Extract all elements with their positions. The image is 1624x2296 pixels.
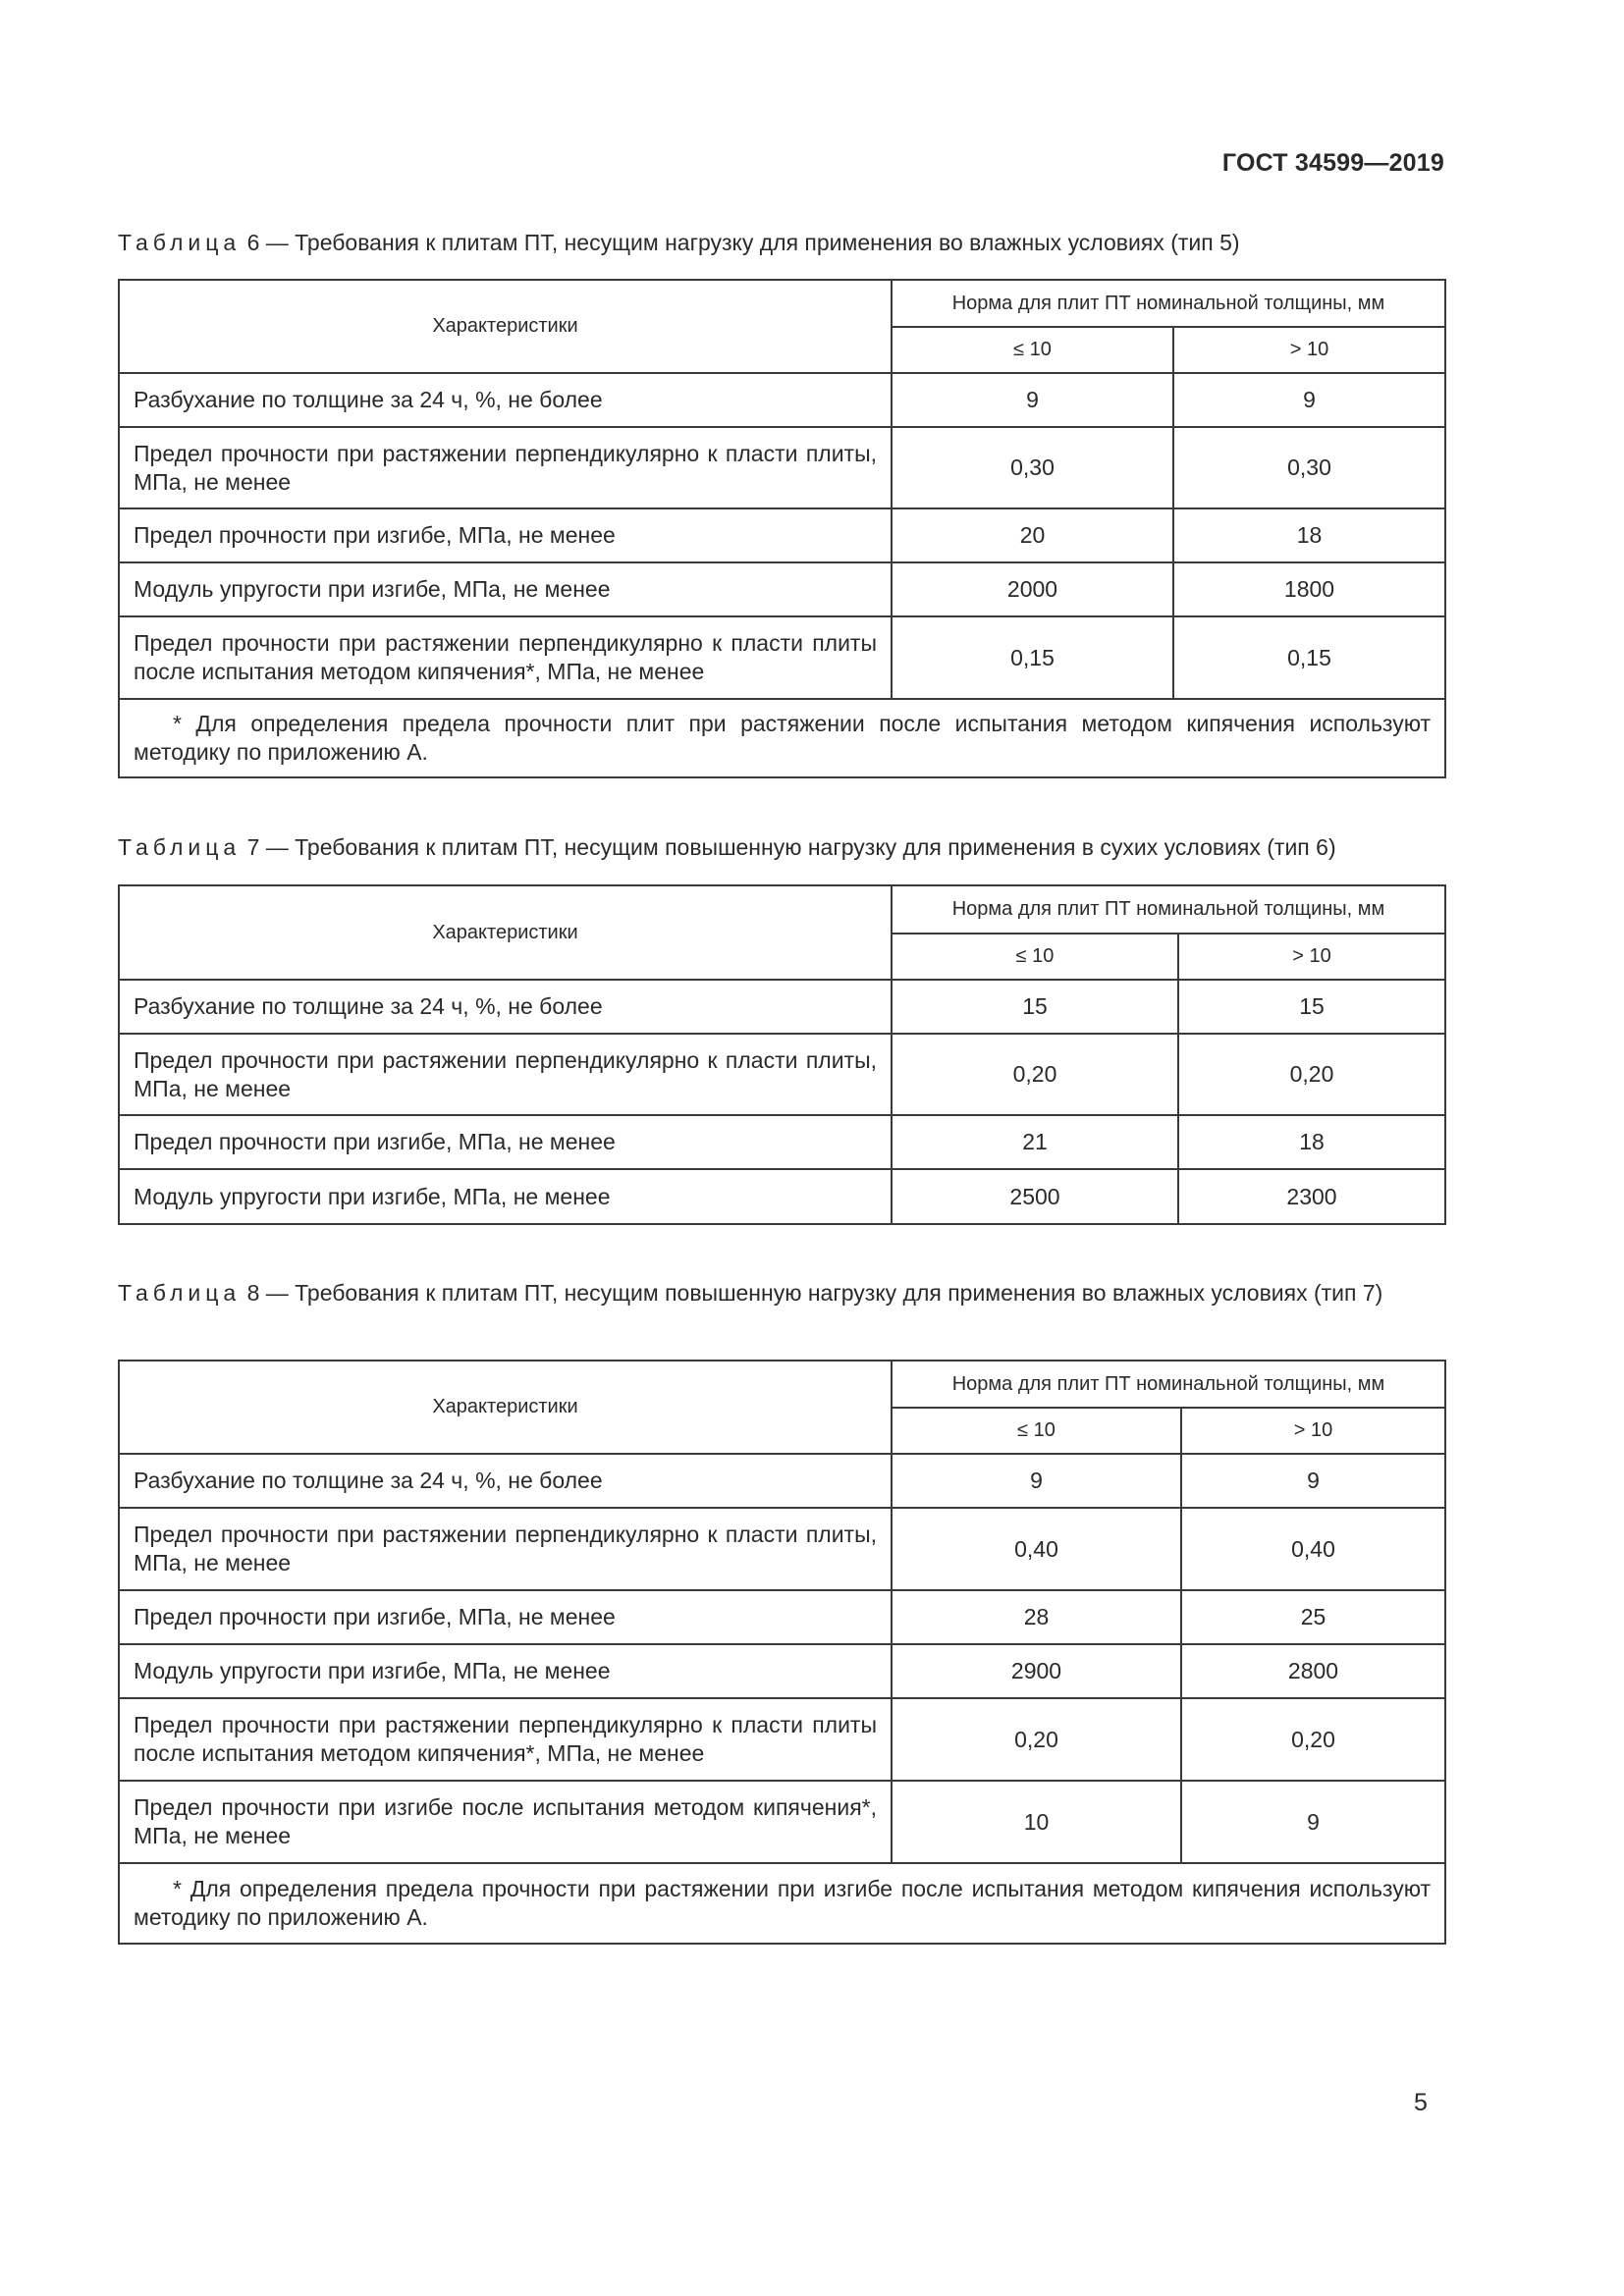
- table-7: [118, 884, 1446, 1225]
- characteristic-cell: Разбухание по толщине за 24 ч, %, не более: [119, 1454, 892, 1508]
- value-le10-cell: 20: [892, 508, 1173, 562]
- characteristic-cell: Предел прочности при растяжении перпендикулярно к пласти плиты после испытания методом кипячения*, МПа, не менее: [119, 616, 892, 699]
- table-8-header-characteristics: Характеристики: [119, 1361, 892, 1454]
- table-8-caption: [118, 1276, 1444, 1309]
- table-8-header-gt10: > 10: [1181, 1408, 1445, 1454]
- value-le10-cell: 0,30: [892, 427, 1173, 508]
- value-le10-cell: 9: [892, 1454, 1181, 1508]
- table-row: [119, 1169, 1445, 1224]
- table-6-header-le10: ≤ 10: [892, 327, 1173, 373]
- table-6-header-norm: Норма для плит ПТ номинальной толщины, мм: [892, 280, 1445, 327]
- characteristic-cell: Разбухание по толщине за 24 ч, %, не более: [119, 980, 892, 1034]
- characteristic-cell: Предел прочности при растяжении перпендикулярно к пласти плиты, МПа, не менее: [119, 1034, 892, 1115]
- table-7-title: — Требования к плитам ПТ, несущим повышенную нагрузку для применения в сухих условиях (тип 6): [265, 834, 1336, 860]
- value-le10-cell: 9: [892, 373, 1173, 427]
- table-row: [119, 427, 1445, 508]
- table-7-header-norm: Норма для плит ПТ номинальной толщины, мм: [892, 885, 1445, 934]
- table-7-caption: [118, 830, 1444, 864]
- characteristic-cell: Модуль упругости при изгибе, МПа, не менее: [119, 562, 892, 616]
- value-gt10-cell: 9: [1181, 1454, 1445, 1508]
- characteristic-cell: Модуль упругости при изгибе, МПа, не менее: [119, 1644, 892, 1698]
- table-8-title: — Требования к плитам ПТ, несущим повышенную нагрузку для применения во влажных условиях (тип 7): [265, 1280, 1383, 1306]
- table-6-title: — Требования к плитам ПТ, несущим нагрузку для применения во влажных условиях (тип 5): [265, 230, 1240, 255]
- value-le10-cell: 15: [892, 980, 1178, 1034]
- table-row: [119, 508, 1445, 562]
- value-gt10-cell: 18: [1173, 508, 1445, 562]
- value-gt10-cell: 1800: [1173, 562, 1445, 616]
- table-7-word: Таблица: [118, 834, 242, 860]
- table-6-header-gt10: > 10: [1173, 327, 1445, 373]
- value-le10-cell: 10: [892, 1781, 1181, 1863]
- table-7-number: 7: [246, 834, 260, 860]
- table-8-number: 8: [246, 1280, 260, 1306]
- value-gt10-cell: 0,30: [1173, 427, 1445, 508]
- table-row: [119, 562, 1445, 616]
- characteristic-cell: Предел прочности при растяжении перпендикулярно к пласти плиты, МПа, не менее: [119, 1508, 892, 1590]
- characteristic-cell: Предел прочности при изгибе, МПа, не менее: [119, 1590, 892, 1644]
- value-gt10-cell: 15: [1178, 980, 1445, 1034]
- value-le10-cell: 0,20: [892, 1034, 1178, 1115]
- characteristic-cell: Предел прочности при растяжении перпендикулярно к пласти плиты после испытания методом кипячения*, МПа, не менее: [119, 1698, 892, 1781]
- table-row: [119, 1115, 1445, 1169]
- value-gt10-cell: 18: [1178, 1115, 1445, 1169]
- table-row: [119, 1508, 1445, 1590]
- value-gt10-cell: 0,20: [1181, 1698, 1445, 1781]
- table-6-word: Таблица: [118, 230, 242, 255]
- value-gt10-cell: 9: [1173, 373, 1445, 427]
- page-number: 5: [1414, 2089, 1428, 2116]
- table-6-header-characteristics: Характеристики: [119, 280, 892, 373]
- table-8-header-le10: ≤ 10: [892, 1408, 1181, 1454]
- table-row: [119, 1034, 1445, 1115]
- value-le10-cell: 28: [892, 1590, 1181, 1644]
- table-row: [119, 1698, 1445, 1781]
- table-6-number: 6: [246, 230, 260, 255]
- value-le10-cell: 0,20: [892, 1698, 1181, 1781]
- table-row: [119, 1590, 1445, 1644]
- table-6: [118, 279, 1446, 778]
- value-le10-cell: 21: [892, 1115, 1178, 1169]
- table-row: [119, 1644, 1445, 1698]
- document-header: ГОСТ 34599—2019: [1221, 149, 1444, 177]
- value-le10-cell: 2900: [892, 1644, 1181, 1698]
- table-6-footnote: * Для определения предела прочности плит при растяжении после испытания методом кипячения используют методику по приложению А.: [119, 699, 1445, 777]
- table-row: [119, 980, 1445, 1034]
- table-8-header-norm: Норма для плит ПТ номинальной толщины, мм: [892, 1361, 1445, 1408]
- characteristic-cell: Разбухание по толщине за 24 ч, %, не более: [119, 373, 892, 427]
- value-gt10-cell: 0,15: [1173, 616, 1445, 699]
- value-gt10-cell: 9: [1181, 1781, 1445, 1863]
- characteristic-cell: Предел прочности при растяжении перпендикулярно к пласти плиты, МПа, не менее: [119, 427, 892, 508]
- value-le10-cell: 2500: [892, 1169, 1178, 1224]
- value-le10-cell: 0,15: [892, 616, 1173, 699]
- table-8-word: Таблица: [118, 1280, 242, 1306]
- table-6-caption: [118, 226, 1444, 259]
- characteristic-cell: Предел прочности при изгибе, МПа, не менее: [119, 508, 892, 562]
- table-7-header-le10: ≤ 10: [892, 934, 1178, 980]
- value-gt10-cell: 0,40: [1181, 1508, 1445, 1590]
- value-gt10-cell: 0,20: [1178, 1034, 1445, 1115]
- value-le10-cell: 2000: [892, 562, 1173, 616]
- value-gt10-cell: 2800: [1181, 1644, 1445, 1698]
- table-row: [119, 616, 1445, 699]
- value-gt10-cell: 25: [1181, 1590, 1445, 1644]
- characteristic-cell: Модуль упругости при изгибе, МПа, не менее: [119, 1169, 892, 1224]
- table-row: [119, 1454, 1445, 1508]
- characteristic-cell: Предел прочности при изгибе после испытания методом кипячения*, МПа, не менее: [119, 1781, 892, 1863]
- characteristic-cell: Предел прочности при изгибе, МПа, не менее: [119, 1115, 892, 1169]
- table-7-header-gt10: > 10: [1178, 934, 1445, 980]
- value-gt10-cell: 2300: [1178, 1169, 1445, 1224]
- table-row: [119, 373, 1445, 427]
- value-le10-cell: 0,40: [892, 1508, 1181, 1590]
- table-row: [119, 1781, 1445, 1863]
- table-7-header-characteristics: Характеристики: [119, 885, 892, 980]
- table-8-footnote: * Для определения предела прочности при растяжении при изгибе после испытания методом кипячения используют методику по приложению А.: [119, 1863, 1445, 1944]
- table-8: [118, 1360, 1446, 1945]
